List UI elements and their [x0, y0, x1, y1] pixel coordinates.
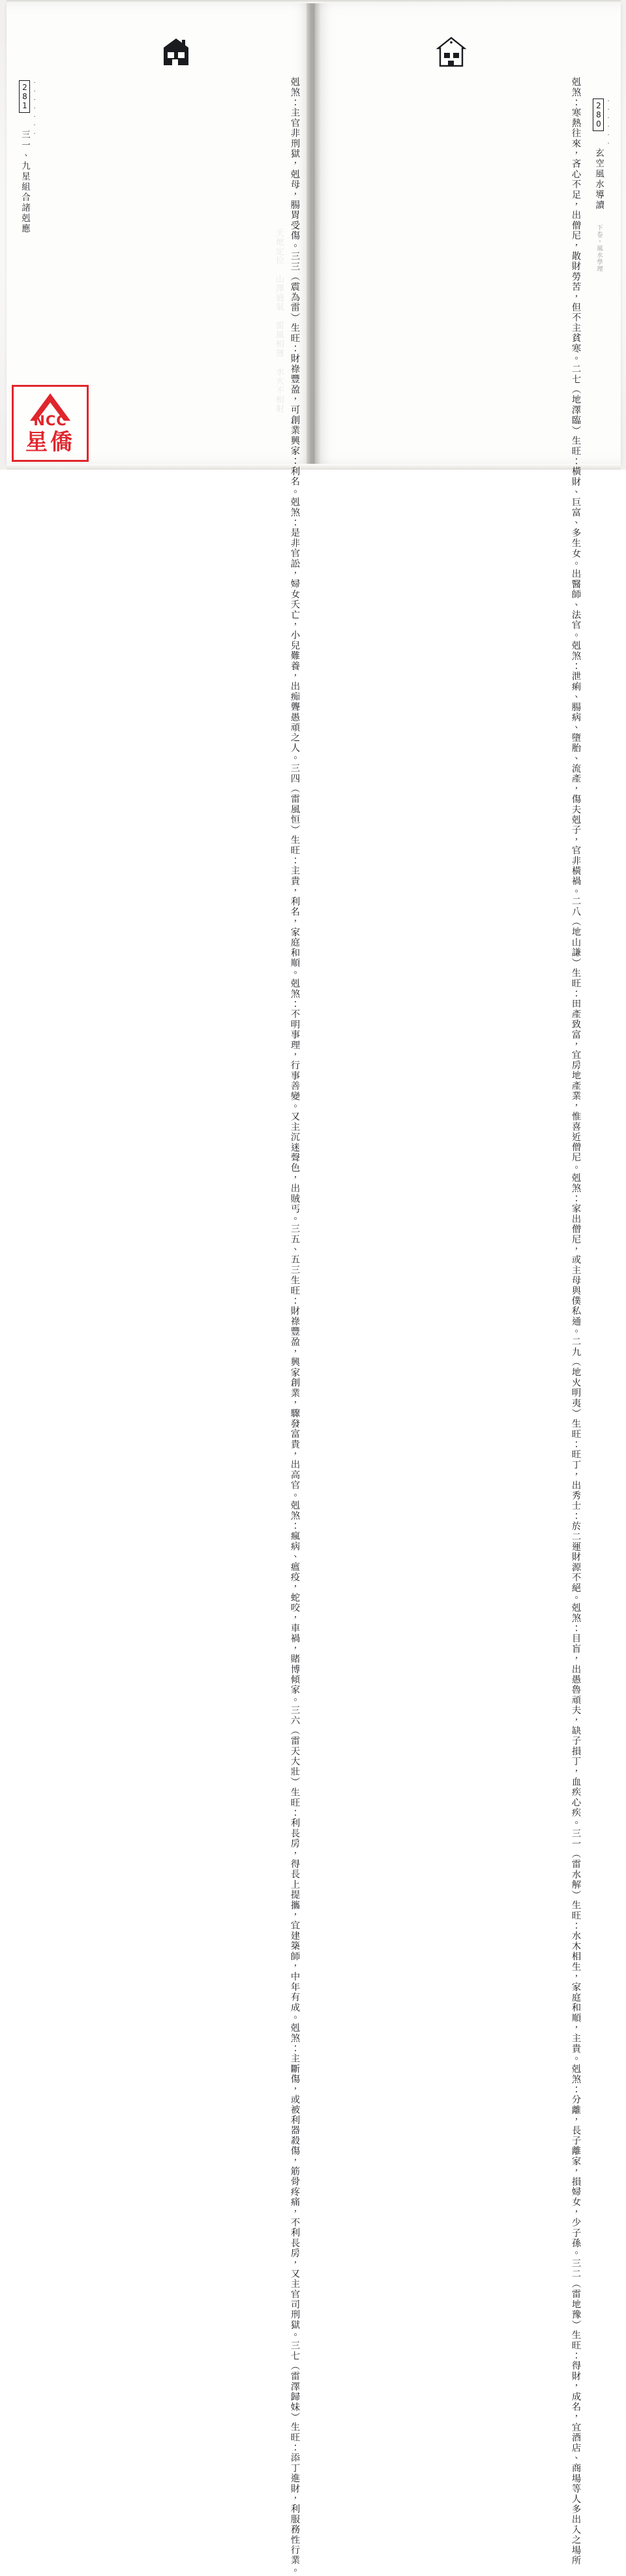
running-subtitle: 下卷・風水學理	[595, 224, 603, 273]
text-line: 剋煞：家出僧尼，或主母與僕私通。	[571, 1172, 581, 1337]
library-stamp	[12, 385, 89, 462]
text-line: 生旺：財祿豐盈，興家創業，驟發富貴，出高官。	[290, 1275, 300, 1501]
text-line: 生旺：田產致富，宜房地產業，惟喜近僧尼。	[571, 967, 581, 1173]
text-line: 生旺：旺丁，出秀士：於二運財源不絕。	[571, 1418, 581, 1603]
top-page-edge	[7, 0, 621, 3]
text-line: 二九（地火明夷）	[571, 1337, 581, 1419]
running-title: 玄空風水導讀	[593, 148, 604, 211]
right-page-header	[592, 97, 612, 273]
text-line: 生旺：財祿豐盈，可創業興家：利名。	[290, 322, 300, 497]
text-line: 剋煞：目盲，出愚魯頑夫，缺子損丁，血疾心疾。	[571, 1603, 581, 1828]
text-line: 剋煞：主官非刑獄，剋母，腸胃受傷。	[290, 77, 300, 251]
right-page-body-text	[567, 77, 584, 2566]
house-icon	[434, 36, 469, 70]
text-line: 生旺：得財，成名，宜酒店、商場等人多出入之場所	[571, 2330, 581, 2566]
page-number-left: 281	[19, 80, 30, 113]
text-line: 三六（雷天大壯）	[290, 1705, 300, 1787]
section-title: 三一、九星組合諸剋應	[20, 130, 30, 234]
stamp-latin-text: NCC	[33, 413, 67, 429]
text-line: 剋煞：不明事理，行事善變。又主沉迷聲色，出賊丐。	[290, 978, 300, 1224]
text-line: 二七（地澤臨）	[571, 363, 581, 436]
text-line: 剋煞：泄痢、腸病、墮胎、流產，傷夫剋子，官非橫禍。	[571, 640, 581, 897]
header-dots: .......	[31, 78, 38, 138]
text-line: 三四（雷風恒）	[290, 763, 300, 835]
text-line: 生旺：添丁進財，利服務性行業。	[290, 2422, 300, 2576]
left-page-body-text	[286, 77, 303, 2576]
text-line: 剋煞：分離，長子離家，損婦女，少子孫。	[571, 2063, 581, 2259]
header-dots: ......	[605, 97, 612, 147]
page-number-right: 280	[593, 98, 604, 131]
book-gutter	[306, 3, 321, 464]
text-line: 三七（雷澤歸妹）	[290, 2340, 300, 2423]
text-line: 三三（震為雷）	[290, 250, 300, 323]
text-line: 生旺：水木相生，家庭和順，主貴。	[571, 1900, 581, 2064]
text-line: 剋煞：主斷傷，或被利器殺傷，筋骨疼痛，不利長房，又主官司刑獄。	[290, 2023, 300, 2341]
text-line: 剋煞：瘋病、瘟疫，蛇咬，車禍，賭博傾家。	[290, 1500, 300, 1706]
text-line: 生旺：利長房，得長上提攜，宜建築師，中年有成。	[290, 1787, 300, 2023]
text-line: 三二（雷地豫）	[571, 2258, 581, 2331]
text-line: 剋煞：是非官訟，婦女夭亡，小兒難養，出痴聾愚頑之人。	[290, 496, 300, 763]
text-line: 三一（雷水解）	[571, 1828, 581, 1900]
stamp-chinese-text: 星僑	[25, 429, 75, 455]
text-line: 生旺：主貴，利名，家庭和順。	[290, 834, 300, 978]
house-icon	[158, 36, 194, 70]
text-line: 剋煞：寒熱往來，吝心不足，出僧尼，散財勞苦，但不主貧寒。	[571, 77, 581, 364]
left-page-header	[18, 78, 38, 234]
text-line: 生旺：橫財、巨富、多生女。出醫師、法官。	[571, 435, 581, 641]
text-line: 二八（地山謙）	[571, 896, 581, 968]
text-line: 三五、五三	[290, 1224, 300, 1275]
bottom-page-edge	[7, 464, 621, 470]
